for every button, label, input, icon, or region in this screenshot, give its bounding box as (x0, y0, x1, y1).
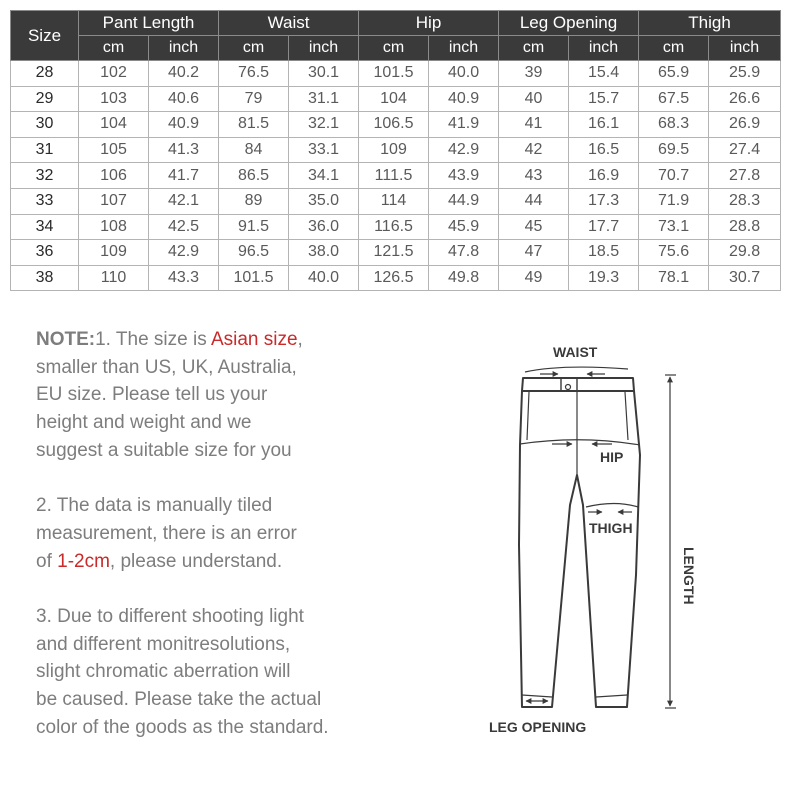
unit-header-inch: inch (289, 36, 359, 61)
measurement-cell: 17.3 (569, 188, 639, 214)
measurement-cell: 42 (499, 137, 569, 163)
measurement-cell: 106 (79, 163, 149, 189)
waist-curve-icon (525, 367, 628, 372)
note-label: NOTE: (36, 329, 96, 350)
measurement-cell: 114 (359, 188, 429, 214)
table-row (11, 112, 781, 138)
measurement-cell: 16.5 (569, 137, 639, 163)
table-row (11, 137, 781, 163)
measurement-cell: 101.5 (359, 61, 429, 87)
unit-header-inch: inch (429, 36, 499, 61)
measurement-cell: 67.5 (639, 86, 709, 112)
measurement-cell: 43 (499, 163, 569, 189)
measurement-cell: 29.8 (709, 240, 781, 266)
measurement-cell: 102 (79, 61, 149, 87)
measurement-cell: 101.5 (219, 265, 289, 291)
label-waist: WAIST (553, 344, 598, 360)
unit-header-cm: cm (639, 36, 709, 61)
measurement-cell: 40.0 (429, 61, 499, 87)
measurement-cell: 110 (79, 265, 149, 291)
note-1-line-5: suggest a suitable size for you (36, 439, 292, 461)
note-3-line-3: slight chromatic aberration will (36, 661, 291, 683)
note-2-highlight: 1-2cm (57, 550, 110, 572)
note-2-line-1: 2. The data is manually tiled (36, 495, 273, 517)
measurement-cell: 43.9 (429, 163, 499, 189)
measurement-cell: 86.5 (219, 163, 289, 189)
size-chart-table (10, 10, 781, 291)
measurement-cell: 44 (499, 188, 569, 214)
measurement-cell: 84 (219, 137, 289, 163)
measurement-cell: 104 (359, 86, 429, 112)
measurement-cell: 36.0 (289, 214, 359, 240)
measurement-cell: 41.9 (429, 112, 499, 138)
measurement-cell: 47.8 (429, 240, 499, 266)
unit-header-cm: cm (219, 36, 289, 61)
measurement-cell: 40.0 (289, 265, 359, 291)
unit-header-inch: inch (149, 36, 219, 61)
measurement-cell: 17.7 (569, 214, 639, 240)
measurement-cell: 111.5 (359, 163, 429, 189)
unit-header-cm: cm (499, 36, 569, 61)
group-header-leg-opening: Leg Opening (499, 11, 639, 36)
note-3-line-5: color of the goods as the standard. (36, 716, 329, 738)
measurement-cell: 73.1 (639, 214, 709, 240)
measurement-cell: 25.9 (709, 61, 781, 87)
size-cell: 38 (11, 265, 79, 291)
note-2-line-3 (36, 548, 376, 576)
measurement-cell: 81.5 (219, 112, 289, 138)
size-cell: 32 (11, 163, 79, 189)
group-header-hip: Hip (359, 11, 499, 36)
measurement-cell: 42.5 (149, 214, 219, 240)
size-table-body (11, 61, 781, 291)
measurement-cell: 41.7 (149, 163, 219, 189)
measurement-cell: 40.9 (149, 112, 219, 138)
measurement-cell: 49.8 (429, 265, 499, 291)
size-cell: 28 (11, 61, 79, 87)
measurement-cell: 15.7 (569, 86, 639, 112)
label-hip: HIP (600, 449, 624, 465)
group-header-thigh: Thigh (639, 11, 781, 36)
notes-section (36, 326, 376, 742)
measurement-cell: 49 (499, 265, 569, 291)
unit-header-cm: cm (79, 36, 149, 61)
measurement-cell: 78.1 (639, 265, 709, 291)
size-cell: 34 (11, 214, 79, 240)
measurement-cell: 89 (219, 188, 289, 214)
measurement-cell: 42.9 (149, 240, 219, 266)
measurement-cell: 38.0 (289, 240, 359, 266)
measurement-cell: 40.2 (149, 61, 219, 87)
table-row (11, 86, 781, 112)
table-row (11, 265, 781, 291)
measurement-cell: 19.3 (569, 265, 639, 291)
measurement-cell: 40 (499, 86, 569, 112)
table-row (11, 214, 781, 240)
size-header: Size (11, 11, 79, 61)
measurement-cell: 41.3 (149, 137, 219, 163)
measurement-cell: 126.5 (359, 265, 429, 291)
note-3-line-4: be caused. Please take the actual (36, 689, 322, 711)
measurement-cell: 40.6 (149, 86, 219, 112)
measurement-cell: 65.9 (639, 61, 709, 87)
group-header-waist: Waist (219, 11, 359, 36)
measurement-cell: 107 (79, 188, 149, 214)
measurement-cell: 26.6 (709, 86, 781, 112)
measurement-cell: 106.5 (359, 112, 429, 138)
measurement-cell: 41 (499, 112, 569, 138)
measurement-cell: 27.4 (709, 137, 781, 163)
measurement-cell: 16.9 (569, 163, 639, 189)
measurement-cell: 28.3 (709, 188, 781, 214)
measurement-cell: 68.3 (639, 112, 709, 138)
note-3-line-2: and different monitresolutions, (36, 633, 291, 655)
table-row (11, 240, 781, 266)
note-1-line-2: smaller than US, UK, Australia, (36, 356, 297, 378)
measurement-cell: 33.1 (289, 137, 359, 163)
note-2-text-a: of (36, 550, 58, 572)
measurement-cell: 40.9 (429, 86, 499, 112)
measurement-cell: 96.5 (219, 240, 289, 266)
measurement-cell: 108 (79, 214, 149, 240)
measurement-cell: 34.1 (289, 163, 359, 189)
size-cell: 36 (11, 240, 79, 266)
measurement-cell: 76.5 (219, 61, 289, 87)
group-header-pant-length: Pant Length (79, 11, 219, 36)
measurement-cell: 75.6 (639, 240, 709, 266)
note-1-text-b: , (297, 329, 303, 350)
measurement-cell: 43.3 (149, 265, 219, 291)
measurement-cell: 39 (499, 61, 569, 87)
measurement-cell: 31.1 (289, 86, 359, 112)
note-2-text-b: , please understand. (109, 550, 283, 572)
measurement-cell: 18.5 (569, 240, 639, 266)
measurement-cell: 91.5 (219, 214, 289, 240)
measurement-cell: 45.9 (429, 214, 499, 240)
label-thigh: THIGH (589, 520, 633, 536)
measurement-cell: 70.7 (639, 163, 709, 189)
measurement-cell: 35.0 (289, 188, 359, 214)
measurement-cell: 30.7 (709, 265, 781, 291)
measurement-cell: 69.5 (639, 137, 709, 163)
measurement-cell: 28.8 (709, 214, 781, 240)
table-row (11, 61, 781, 87)
measurement-cell: 44.9 (429, 188, 499, 214)
measurement-cell: 42.1 (149, 188, 219, 214)
measurement-cell: 103 (79, 86, 149, 112)
note-1-line-1 (36, 326, 376, 354)
size-cell: 30 (11, 112, 79, 138)
size-cell: 31 (11, 137, 79, 163)
size-cell: 33 (11, 188, 79, 214)
measurement-cell: 116.5 (359, 214, 429, 240)
note-1-line-4: height and weight and we (36, 412, 252, 434)
label-length: LENGTH (681, 547, 697, 605)
measurement-cell: 105 (79, 137, 149, 163)
measurement-cell: 104 (79, 112, 149, 138)
note-1-text-a: 1. The size is (95, 329, 211, 350)
measurement-cell: 32.1 (289, 112, 359, 138)
label-leg-opening: LEG OPENING (489, 719, 587, 735)
measurement-cell: 109 (359, 137, 429, 163)
unit-header-cm: cm (359, 36, 429, 61)
measurement-cell: 15.4 (569, 61, 639, 87)
measurement-cell: 79 (219, 86, 289, 112)
measurement-cell: 47 (499, 240, 569, 266)
table-row (11, 163, 781, 189)
unit-header-inch: inch (709, 36, 781, 61)
unit-header-inch: inch (569, 36, 639, 61)
note-2-line-2: measurement, there is an error (36, 522, 297, 544)
unit-header-row (11, 36, 781, 61)
measurement-cell: 26.9 (709, 112, 781, 138)
measurement-cell: 121.5 (359, 240, 429, 266)
measurement-cell: 71.9 (639, 188, 709, 214)
measurement-cell: 109 (79, 240, 149, 266)
table-row (11, 188, 781, 214)
measurement-cell: 42.9 (429, 137, 499, 163)
measurement-cell: 27.8 (709, 163, 781, 189)
note-3-line-1: 3. Due to different shooting light (36, 606, 304, 627)
size-cell: 29 (11, 86, 79, 112)
note-1-line-3: EU size. Please tell us your (36, 384, 268, 406)
measurement-cell: 16.1 (569, 112, 639, 138)
note-1-highlight: Asian size (210, 329, 298, 350)
measurement-cell: 30.1 (289, 61, 359, 87)
pants-outline-icon (519, 378, 640, 707)
measurement-cell: 45 (499, 214, 569, 240)
pants-measurement-diagram (470, 335, 730, 745)
